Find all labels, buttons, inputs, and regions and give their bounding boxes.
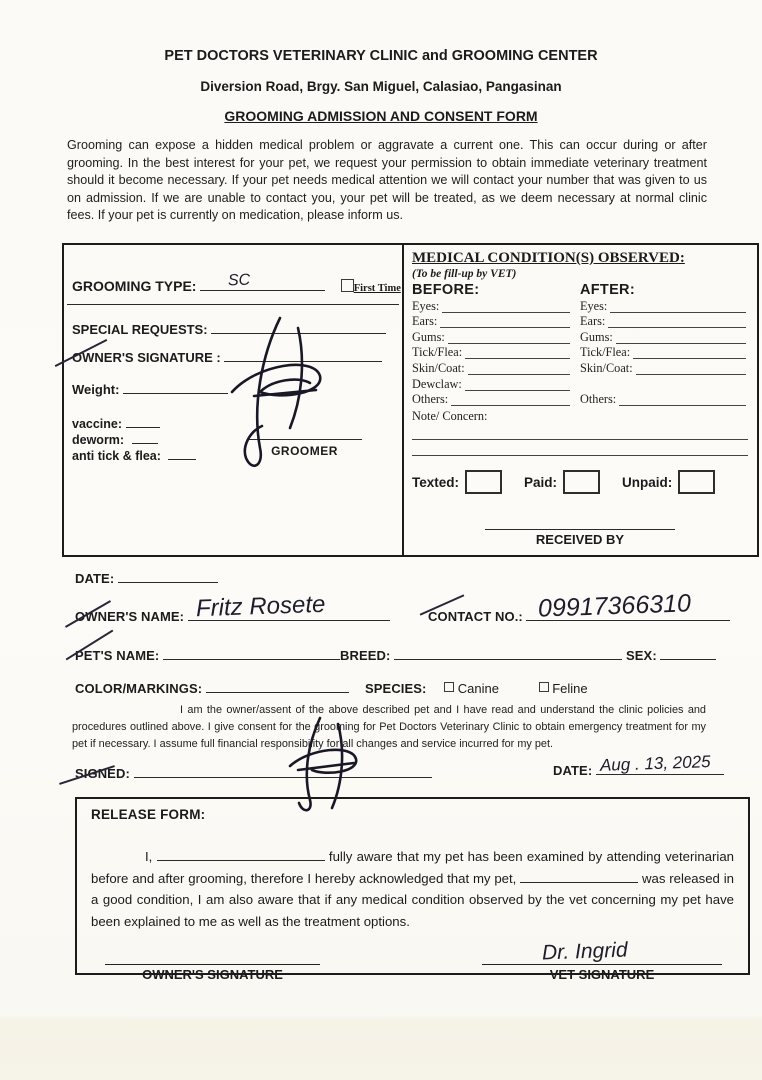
release-form-paragraph (91, 846, 734, 932)
vaccine-blank (126, 427, 160, 428)
medical-row-skincoat (412, 360, 748, 376)
medical-row-others (412, 392, 748, 408)
blank-line (619, 394, 746, 406)
unpaid-checkbox (678, 470, 715, 494)
contact-no-handwriting: 09917366310 (538, 589, 692, 623)
admission-box (62, 243, 759, 557)
row-label: Eyes: (412, 298, 440, 313)
medical-cell (404, 245, 757, 555)
first-time-label: First Time (353, 283, 401, 294)
blank-line (465, 347, 570, 359)
blank-line (448, 332, 570, 344)
before-label: BEFORE: (412, 282, 480, 298)
sex-label: SEX: (626, 648, 657, 663)
vaccine-label: vaccine: (72, 417, 123, 431)
weight-label: Weight: (72, 382, 120, 397)
owner-name-blank (188, 590, 390, 623)
release-text-3: was released in a good condition, I am also aware that if any medical condition observed by the vet concerning my pet have been explained to me as well as the treatment options. (91, 870, 734, 929)
color-markings-field (75, 681, 349, 696)
row-label: Gums: (412, 329, 445, 344)
form-header (0, 48, 762, 126)
owner-name-handwriting: Fritz Rosete (195, 590, 326, 623)
medical-row-ears (412, 314, 748, 330)
release-signature-row (91, 938, 734, 982)
note-line-2 (412, 440, 748, 456)
deworm-field (72, 433, 158, 447)
color-markings-label: COLOR/MARKINGS: (75, 681, 203, 696)
contact-no-field (428, 589, 730, 624)
consent-date-handwriting: Aug . 13, 2025 (599, 752, 711, 775)
release-form-box (75, 797, 750, 982)
contact-no-blank (526, 589, 730, 623)
received-by-label: RECEIVED BY (535, 532, 625, 547)
owner-signature-caption: OWNER'S SIGNATURE (142, 967, 283, 982)
canine-checkbox (444, 682, 454, 692)
species-feline-option (539, 681, 588, 696)
sex-field (626, 648, 716, 663)
color-markings-blank (206, 692, 349, 693)
vet-signature-caption: VET SIGNATURE (549, 967, 655, 982)
blank-line (465, 379, 570, 391)
owner-name-field (75, 590, 390, 624)
blank-line (451, 394, 570, 406)
owner-signature-block (105, 963, 320, 982)
blank-line (616, 332, 746, 344)
species-field (365, 681, 588, 696)
species-canine-option (444, 681, 502, 696)
breed-label: BREED: (340, 648, 391, 663)
blank-line (633, 347, 746, 359)
release-text-2: fully aware that my pet has been examined by attending veterinarian before and after grooming, therefore I hereby acknowledged that my pet, (91, 849, 734, 886)
form-title: GROOMING ADMISSION AND CONSENT FORM (224, 108, 538, 124)
date-label: DATE: (75, 571, 115, 586)
payment-status-row (412, 470, 748, 494)
release-text-1: I, (145, 849, 153, 864)
before-after-header (412, 282, 748, 298)
note-line-1 (412, 424, 748, 440)
pet-name-field (75, 648, 340, 663)
groomer-label: GROOMER (271, 444, 338, 458)
special-requests-label: SPECIAL REQUESTS: (72, 322, 208, 337)
row-label: Ears: (412, 314, 438, 329)
date-blank (118, 582, 218, 583)
row-label: Skin/Coat: (580, 360, 633, 375)
canine-label: Canine (457, 681, 499, 696)
anti-tick-flea-blank (168, 459, 196, 460)
paid-label: Paid: (524, 474, 558, 490)
first-time-field (341, 279, 401, 294)
owner-signature-line (105, 963, 320, 965)
medical-title: MEDICAL CONDITION(S) OBSERVED: (412, 250, 685, 266)
blank-line (442, 301, 570, 313)
received-by-line (485, 528, 675, 530)
first-time-checkbox (341, 279, 354, 292)
vet-signature-handwriting: Dr. Ingrid (541, 938, 628, 965)
row-label: Dewclaw: (412, 376, 462, 391)
blank-line (468, 363, 570, 375)
consent-paragraph: I am the owner/assent of the above described pet and I have read and understand the clinic policies and procedures outlined above. I give consent for the grooming for Pet Doctors Veterinary Clinic to obtain emergency treatment for my pet if necessary. I assume full financial responsibility for all changes and service incurred for my pet. (72, 704, 706, 750)
release-pet-blank (520, 870, 638, 883)
row-label: Others: (412, 392, 449, 407)
texted-checkbox (465, 470, 502, 494)
grooming-type-handwriting: SC (227, 271, 251, 290)
species-label: SPECIES: (365, 681, 427, 696)
after-label: AFTER: (580, 282, 635, 298)
grooming-cell (64, 245, 404, 555)
paid-checkbox (563, 470, 600, 494)
blank-line (608, 316, 746, 328)
note-concern-label: Note/ Concern: (412, 409, 488, 424)
pet-name-blank (163, 659, 340, 660)
received-by-block (485, 528, 675, 547)
blank-line (440, 316, 570, 328)
row-label: Gums: (580, 329, 613, 344)
blank-line (610, 301, 746, 313)
consent-date-label: DATE: (553, 763, 593, 778)
row-label: Eyes: (580, 298, 608, 313)
sex-blank (660, 659, 716, 660)
owner-signature-scribble (202, 300, 342, 475)
breed-blank (394, 659, 622, 660)
medical-row-gums (412, 329, 748, 345)
vet-signature-block (482, 938, 722, 982)
vaccine-field (72, 417, 160, 431)
grooming-type-label: GROOMING TYPE: (72, 278, 197, 294)
row-label: Tick/Flea: (580, 345, 631, 360)
release-name-blank (157, 848, 325, 861)
texted-label: Texted: (412, 474, 460, 490)
consent-date-blank (596, 752, 724, 775)
feline-label: Feline (552, 681, 588, 696)
owner-name-label: OWNER'S NAME: (75, 609, 185, 624)
deworm-blank (132, 443, 158, 444)
row-label: Others: (580, 392, 617, 407)
row-label: Skin/Coat: (412, 360, 465, 375)
contact-no-label: CONTACT NO.: (428, 609, 523, 624)
intro-paragraph: Grooming can expose a hidden medical problem or aggravate a current one. This can occur during or after grooming. In the best interest for your pet, we request your permission to obtain immediate veterinary treatment should it become necessary. If your pet needs medical attention we will contact your number that was given to us on admission. If we are unable to contact you, your pet will be treated, as we deem necessary at normal clinic fees. If your pet is currently on medication, please inform us. (67, 138, 707, 223)
owner-signature-label: OWNER'S SIGNATURE : (72, 350, 221, 365)
medical-row-tickflea (412, 345, 748, 361)
row-label: Ears: (580, 314, 606, 329)
anti-tick-flea-label: anti tick & flea: (72, 449, 161, 463)
deworm-label: deworm: (72, 433, 125, 447)
unpaid-label: Unpaid: (622, 474, 673, 490)
date-field (75, 571, 218, 586)
medical-row-eyes (412, 298, 748, 314)
clinic-name: PET DOCTORS VETERINARY CLINIC and GROOMING CENTER (164, 48, 598, 64)
medical-row-dewclaw (412, 376, 748, 392)
clinic-address: Diversion Road, Brgy. San Miguel, Calasiao, Pangasinan (200, 79, 562, 94)
row-label: Tick/Flea: (412, 345, 463, 360)
signed-label: SIGNED: (75, 766, 130, 781)
breed-field (340, 648, 622, 663)
pet-name-label: PET'S NAME: (75, 648, 160, 663)
release-form-title: RELEASE FORM: (91, 807, 206, 822)
grooming-type-field (72, 271, 401, 294)
grooming-type-blank (200, 271, 325, 291)
anti-tick-flea-field (72, 449, 196, 463)
feline-checkbox (539, 682, 549, 692)
consent-date-field (553, 752, 724, 778)
medical-subtitle: (To be fill-up by VET) (412, 268, 517, 280)
blank-line (636, 363, 746, 375)
